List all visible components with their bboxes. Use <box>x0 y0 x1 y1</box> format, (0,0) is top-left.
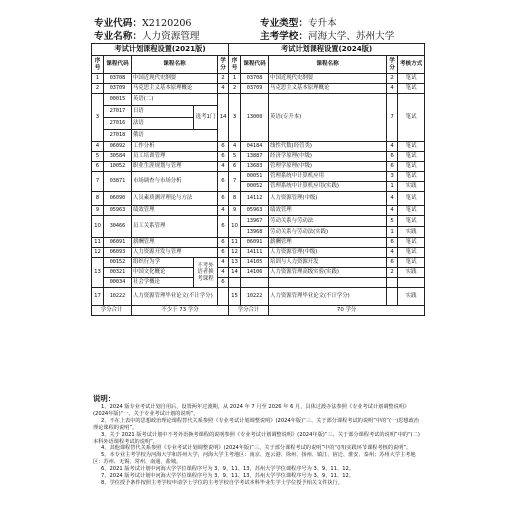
cell-credit: 2 <box>387 74 398 84</box>
cell-seq: 11 <box>229 238 241 248</box>
cell-name: 人力资源管理(中级) <box>269 248 387 258</box>
cell-seq: 2 <box>92 84 104 94</box>
col-header-code: 课程代码 <box>104 56 132 74</box>
note-7: 7、2024 版考试计划中河海大学学位课程序号为 3、9、11、13，苏州大学学位课程序号为 3、9、11、12。 <box>101 473 354 480</box>
note-2: 2、不在上表中的思想政治理论课程替代关系参照《专业考试计划调整说明》(2024年版)“三、关于部分课程考试的说明”中的“(一)思想政治理论课程的说明”。 <box>93 417 419 431</box>
cell-name: 人力资源管理毕业论文(不计学分) <box>269 288 387 306</box>
cell-name: 马克思主义基本原理概论 <box>269 84 387 94</box>
cell-credit: 6 <box>218 216 229 238</box>
section-title-2021: 考试计划课程设置(2021版) <box>92 44 229 56</box>
col-header-seq-2024: 序号 <box>229 56 241 74</box>
cell-credit: 6 <box>218 152 229 162</box>
cell-code: 03708 <box>241 74 269 84</box>
notes-title: 说明： <box>93 394 116 403</box>
note-1: 1、2024 版专业考试计划自用后，设置两年过渡期，从 2024 年 7 月至 2026 年 6 月，具体过渡办法参照《专业考试计划调整说明》(2024年版)“一、关于专业考试计划的说明”。 <box>93 404 410 417</box>
cell-code: 30584 <box>104 152 132 162</box>
cell-seq: 4 <box>92 142 104 152</box>
cell-method: 实践 <box>398 268 425 278</box>
section-title-2024: 考试计划课程设置(2024版) <box>229 44 425 56</box>
cell-code: 03871 <box>104 172 132 192</box>
cell-name: 马克思主义基本原理概论 <box>132 84 218 94</box>
major-name-value: 人力资源管理 <box>141 31 200 42</box>
cell-method: 笔试 <box>398 142 425 152</box>
col-header-name-2024: 课程名称 <box>269 56 387 74</box>
cell-seq: 6 <box>229 162 241 172</box>
cell-credit: 14 <box>218 94 229 142</box>
cell-name: 人力资源开发与管理 <box>132 248 218 258</box>
cell-code: 00321 <box>104 268 132 278</box>
cell-credit: 4 <box>218 162 229 172</box>
cell-seq: 8 <box>92 192 104 206</box>
cell-name: 人力资源管理毕业论文(不计学分) <box>132 288 218 306</box>
cell-name: 社会学概论 <box>132 278 194 288</box>
cell-seq: 8 <box>229 192 241 206</box>
cell-name: 劳动关系与劳动法(实践) <box>269 227 387 238</box>
cell-seq: 7 <box>92 172 104 192</box>
cell-code: 27017 <box>104 106 132 118</box>
cell-code: 06090 <box>104 192 132 206</box>
cell-name: 员工关系管理 <box>132 216 218 238</box>
cell-credit: 4 <box>218 84 229 94</box>
col-header-code-2024: 课程代码 <box>241 56 269 74</box>
cell-code: 06091 <box>104 238 132 248</box>
cell-seq: 13 <box>92 258 104 288</box>
cell-seq: 1 <box>92 74 104 84</box>
exam-school-label: 主考学校： <box>260 31 308 42</box>
cell-credit: 4 <box>218 268 229 278</box>
cell-credit: 1 <box>387 182 398 192</box>
cell-name: 管理学原理(中级) <box>269 162 387 172</box>
cell-name: 工作分析 <box>132 142 218 152</box>
cell-code: 00051 <box>241 172 269 182</box>
cell-name: 市场调查与市场分析 <box>132 172 218 192</box>
cell-credit: 4 <box>387 248 398 258</box>
cell-name: 中国近现代史纲要 <box>132 74 218 84</box>
cell-credit: 4 <box>218 258 229 268</box>
cell-name: 线性代数(经管类) <box>269 142 387 152</box>
major-name-label: 专业名称： <box>94 31 142 42</box>
col-header-credit: 学分 <box>218 56 229 74</box>
cell-code: 06093 <box>104 248 132 258</box>
cell-code: 10052 <box>104 162 132 172</box>
cell-method: 笔试 <box>398 94 425 142</box>
cell-code: 14105 <box>241 258 269 268</box>
notes-section <box>93 394 423 487</box>
cell-method: 笔试 <box>398 248 425 258</box>
cell-code: 00015 <box>104 94 132 106</box>
cell-seq: 10 <box>229 216 241 238</box>
cell-name: 培训与人力资源开发 <box>269 258 387 268</box>
cell-credit: 4 <box>218 206 229 216</box>
cell-seq: 2 <box>229 84 241 94</box>
note-3: 3、关于 2021 版考试计划中不考外语换考课程的说明参照《专业考试计划调整说明》(2024年版)“三、关于部分课程考试的说明”中的“(二)本科外语课程考试的说明”。 <box>93 431 420 445</box>
cell-name: 俄语 <box>132 130 218 142</box>
cell-credit: 6 <box>387 162 398 172</box>
cell-name: 经济学原理(中级) <box>269 152 387 162</box>
cell-credit: 2 <box>387 268 398 278</box>
cell-code: 00034 <box>104 278 132 288</box>
cell-code: 13683 <box>241 162 269 172</box>
cell-method: 笔试 <box>398 74 425 84</box>
cell-seq: 11 <box>92 238 104 248</box>
cell-credit: 6 <box>218 278 229 288</box>
cell-code: 13887 <box>241 152 269 162</box>
cell-credit: 7 <box>387 94 398 142</box>
cell-code: 27018 <box>104 130 132 142</box>
total-value-2024: 70 学分 <box>269 306 425 316</box>
cell-code: 14111 <box>241 248 269 258</box>
cell-name: 绩效管理 <box>132 206 218 216</box>
cell-code: 06092 <box>104 142 132 152</box>
cell-name: 管理系统中计算机应用(实践) <box>269 182 387 192</box>
cell-seq: 4 <box>229 142 241 152</box>
cell-name: 法语 <box>132 118 194 130</box>
cell-name: 中国近现代史纲要 <box>269 74 387 84</box>
cell-name: 薪酬管理 <box>269 238 387 248</box>
cell-code: 03708 <box>104 74 132 84</box>
cell-code: 27016 <box>104 118 132 130</box>
cell-credit: 6 <box>387 258 398 268</box>
col-header-method: 考核方式 <box>398 56 425 74</box>
cell-name: 组织行为学 <box>132 258 194 268</box>
cell-credit: 6 <box>387 152 398 162</box>
cell-seq: 5 <box>92 152 104 162</box>
note-4: 4、其他课程替代关系参照《专业考试计划调整说明》(2024年版)“三、关于部分课程考试的说明”中的“(四)实践环节课程考核的说明”。 <box>101 445 412 452</box>
cell-credit: 4 <box>387 142 398 152</box>
cell-seq: 14 <box>229 268 241 278</box>
major-type-line <box>260 17 337 30</box>
cell-seq: 13 <box>229 258 241 268</box>
cell-code: 00152 <box>104 258 132 268</box>
cell-name: 人员素质测评理论与方法 <box>132 192 218 206</box>
cell-code: 14112 <box>241 192 269 206</box>
cell-code: 05963 <box>104 206 132 216</box>
cell-seq: 15 <box>229 288 241 306</box>
cell-seq: 9 <box>92 206 104 216</box>
cell-name: 职业生涯规划与管理 <box>132 162 218 172</box>
cell-code: 13968 <box>241 227 269 238</box>
exam-school-line <box>260 30 394 43</box>
cell-credit: 6 <box>218 172 229 192</box>
cell-method: 实践 <box>398 227 425 238</box>
cell-method: 笔试 <box>398 84 425 94</box>
cell-name: 日语 <box>132 106 194 118</box>
cell-name: 劳动关系与劳动法 <box>269 216 387 227</box>
cell-method: 笔试 <box>398 192 425 206</box>
cell-name: 员工培训管理 <box>132 152 218 162</box>
col-header-seq: 序号 <box>92 56 104 74</box>
cell-name: 管理系统中计算机应用 <box>269 172 387 182</box>
cell-credit: 3 <box>387 172 398 182</box>
cell-seq: 1 <box>229 74 241 84</box>
cell-name: 英语(二) <box>132 94 218 106</box>
exam-school-value: 河海大学、苏州大学 <box>307 31 395 42</box>
total-label-2021: 学分合计 <box>92 306 132 316</box>
cell-code: 10222 <box>104 288 132 306</box>
cell-name: 人力资源管理(中级) <box>269 192 387 206</box>
major-code-label: 专业代码： <box>94 18 142 29</box>
cell-seq: 12 <box>92 248 104 258</box>
cell-code: 10222 <box>241 288 269 306</box>
cell-seq: 3 <box>229 94 241 142</box>
major-code-line <box>94 17 192 30</box>
major-type-label: 专业类型： <box>260 18 308 29</box>
course-plan-table <box>91 43 425 316</box>
cell-code: 03709 <box>241 84 269 94</box>
cell-note: 选考1门 <box>194 106 218 130</box>
cell-seq: 12 <box>229 248 241 258</box>
cell-credit: 6 <box>218 142 229 152</box>
col-header-credit-2024: 学分 <box>387 56 398 74</box>
cell-name: 英语(专升本) <box>269 94 387 142</box>
cell-credit: 4 <box>387 192 398 206</box>
cell-name: 薪酬管理 <box>132 238 218 248</box>
cell-seq: 6 <box>92 162 104 172</box>
note-8: 8、学位授予条件按照主考学校申请学士学位的主考学校自学考试本科毕业生学士学位授予相关文件执行。 <box>101 479 343 486</box>
cell-method: 实践 <box>398 182 425 192</box>
note-5: 5、本专业主考学校为河海大学和苏州大学，河海大学主考地区：南京、连云港、徐州、扬州、镇江、宿迁、淮安、泰州；苏州大学主考地区：苏州、无锡、常州、南通、盐城。 <box>93 452 416 466</box>
total-label-2024: 学分合计 <box>229 306 269 316</box>
cell-code: 13967 <box>241 216 269 227</box>
cell-credit: 6 <box>218 192 229 206</box>
note-6: 6、2021 版考试计划中河海大学学位课程序号为 3、9、11、13，苏州大学学位课程序号为 3、9、11、12。 <box>101 466 354 473</box>
cell-credit: 6 <box>218 248 229 258</box>
cell-method: 笔试 <box>398 162 425 172</box>
cell-credit: 4 <box>387 84 398 94</box>
cell-seq: 7 <box>229 172 241 192</box>
cell-credit: 1 <box>387 227 398 238</box>
cell-method: 实践 <box>398 288 425 306</box>
major-code-value: X2120206 <box>141 18 192 29</box>
cell-credit: 6 <box>218 238 229 248</box>
cell-code: 06091 <box>241 238 269 248</box>
cell-credit: 4 <box>387 206 398 216</box>
major-name-line <box>94 30 200 43</box>
cell-method: 笔试 <box>398 258 425 268</box>
cell-code: 00052 <box>241 182 269 192</box>
cell-seq: 5 <box>229 152 241 162</box>
cell-code: 13000 <box>241 94 269 142</box>
cell-method: 笔试 <box>398 216 425 227</box>
cell-credit: 6 <box>387 238 398 248</box>
cell-method: 笔试 <box>398 206 425 216</box>
cell-note: 不考外语者换考课程 <box>194 258 218 288</box>
cell-code: 04184 <box>241 142 269 152</box>
cell-seq: 17 <box>92 288 104 306</box>
cell-name: 绩效管理 <box>269 206 387 216</box>
total-value-2021: 不少于 73 学分 <box>132 306 229 316</box>
cell-code: 14106 <box>241 268 269 278</box>
cell-seq: 3 <box>92 94 104 142</box>
cell-credit: 2 <box>218 74 229 84</box>
cell-code: 03709 <box>104 84 132 94</box>
cell-method: 笔试 <box>398 152 425 162</box>
major-type-value: 专升本 <box>307 18 337 29</box>
cell-credit <box>387 288 398 306</box>
cell-credit: 5 <box>387 216 398 227</box>
cell-credit <box>218 288 229 306</box>
cell-method: 笔试 <box>398 238 425 248</box>
cell-code: 30466 <box>104 216 132 238</box>
cell-seq: 9 <box>229 206 241 216</box>
cell-name: 人力资源管理高级实验(实践) <box>269 268 387 278</box>
cell-code: 05963 <box>241 206 269 216</box>
cell-name: 中国文化概论 <box>132 268 194 278</box>
col-header-name: 课程名称 <box>132 56 218 74</box>
cell-method: 笔试 <box>398 172 425 182</box>
cell-seq: 10 <box>92 216 104 238</box>
